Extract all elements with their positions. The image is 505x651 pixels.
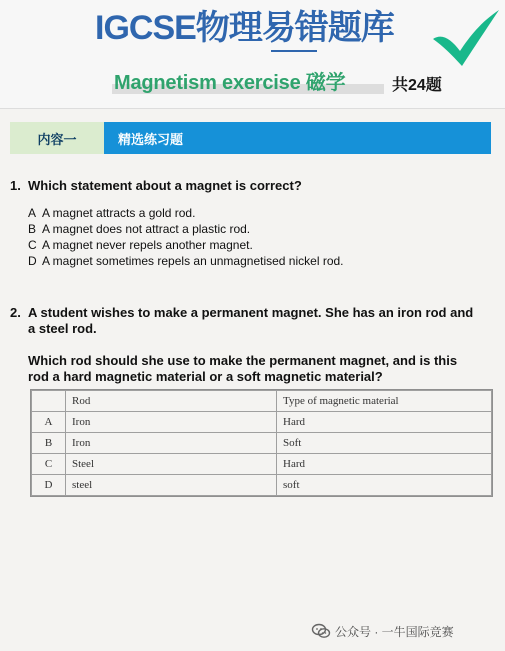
table-header-cell: Type of magnetic material: [277, 391, 492, 412]
question-text: A student wishes to make a permanent magnet. She has an iron rod and a steel rod.: [28, 305, 474, 336]
title-suffix: 题库: [327, 9, 394, 47]
table-header-row: [32, 391, 492, 412]
question-stem: [10, 305, 480, 337]
section-header: [10, 122, 491, 154]
question-number: 2.: [10, 305, 21, 320]
option-d: [28, 253, 480, 269]
option-a: [28, 205, 480, 221]
subtitle: Magnetism exercise 磁学: [114, 72, 346, 94]
table-cell: soft: [277, 475, 492, 496]
table-cell: Soft: [277, 433, 492, 454]
option-letter: A: [28, 206, 37, 220]
table-cell: Hard: [277, 412, 492, 433]
table-row: [32, 454, 492, 475]
answer-table: [30, 389, 493, 497]
option-letter: D: [28, 254, 37, 268]
table-header-cell: [32, 391, 66, 412]
question-2: [10, 305, 480, 385]
question-prompt: Which rod should she use to make the permanent magnet, and is this rod a hard magnetic material or a soft magnetic material?: [28, 353, 458, 384]
checkmark-icon: [430, 8, 502, 68]
table-cell: C: [32, 454, 66, 475]
table-cell: Iron: [66, 412, 277, 433]
title-underlined-text: 易错: [261, 9, 328, 47]
option-b: [28, 221, 480, 237]
table-cell: Hard: [277, 454, 492, 475]
table-cell: A: [32, 412, 66, 433]
table-header-cell: Rod: [66, 391, 277, 412]
question-1: [10, 178, 480, 269]
header-divider: [0, 108, 505, 109]
section-title: 精选练习题: [104, 122, 491, 154]
watermark-text: 公众号 · 一牛国际竞赛: [335, 624, 454, 639]
table-row: [32, 412, 492, 433]
title-prefix: IGCSE物理: [95, 9, 262, 47]
question-text: Which statement about a magnet is correct?: [28, 178, 302, 193]
option-letter: C: [28, 238, 37, 252]
option-text: A magnet sometimes repels an unmagnetised nickel rod.: [42, 254, 344, 268]
table-cell: steel: [66, 475, 277, 496]
question-number: 1.: [10, 178, 21, 193]
table-cell: D: [32, 475, 66, 496]
wechat-icon: [311, 623, 331, 639]
option-text: A magnet does not attract a plastic rod.: [42, 222, 251, 236]
table-cell: Steel: [66, 454, 277, 475]
question-stem: [10, 178, 480, 194]
option-letter: B: [28, 222, 37, 236]
page-title: [95, 8, 394, 48]
section-tag: 内容一: [10, 122, 104, 154]
option-text: A magnet attracts a gold rod.: [42, 206, 196, 220]
magnetic-material-table: [31, 390, 492, 496]
table-row: [32, 433, 492, 454]
table-cell: B: [32, 433, 66, 454]
table-cell: Iron: [66, 433, 277, 454]
watermark: [311, 621, 496, 641]
option-text: A magnet never repels another magnet.: [42, 238, 253, 252]
answer-options: [28, 205, 480, 269]
question-count: 共24题: [392, 77, 442, 94]
title-underline: [271, 50, 317, 52]
table-row: [32, 475, 492, 496]
option-c: [28, 237, 480, 253]
